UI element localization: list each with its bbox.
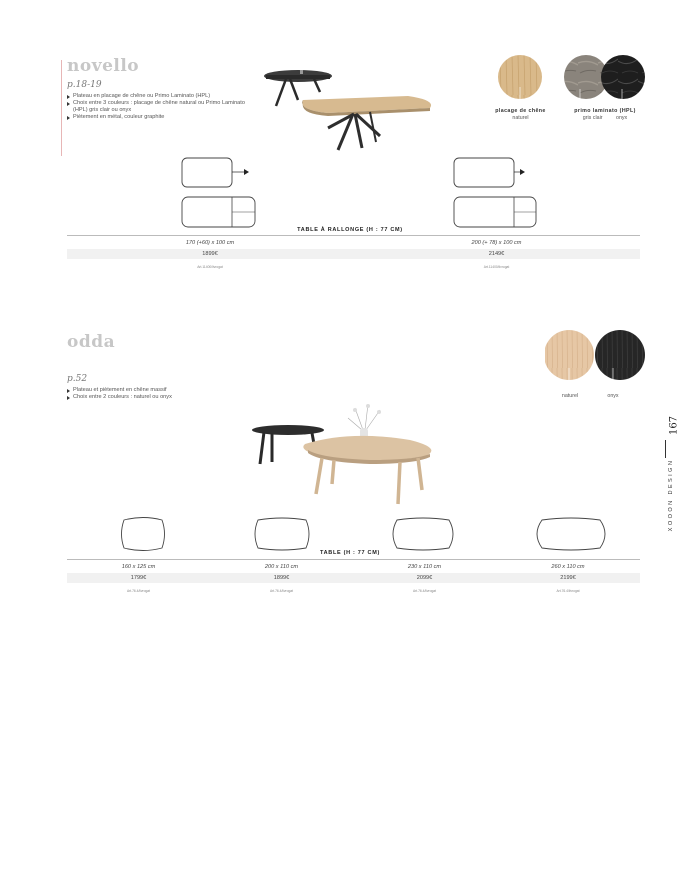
odda-title: odda — [67, 332, 116, 352]
odda-ref: Art.76.4/livrogat — [269, 589, 294, 593]
swatch-item-label: onyx — [616, 114, 628, 121]
novello-price: 1899€ — [202, 251, 218, 257]
novello-product-image — [258, 66, 438, 152]
swatch-group-title: placage de chêne — [495, 108, 546, 114]
novello-shape-diagram-2 — [450, 155, 540, 235]
novello-dimension: 200 (+ 78) x 100 cm — [471, 240, 522, 246]
novello-feature: Plateau en placage de chêne ou Primo Laminato (HPL) — [67, 93, 247, 100]
sidebar-rule — [665, 440, 666, 458]
page-number-wrap — [654, 415, 694, 440]
novello-price: 2149€ — [488, 251, 505, 257]
odda-dimension: 200 x 110 cm — [264, 564, 299, 570]
table-divider — [67, 235, 640, 236]
accent-line — [61, 60, 62, 156]
odda-price: 1899€ — [273, 575, 290, 581]
novello-dimension: 170 (+60) x 100 cm — [185, 240, 235, 246]
odda-swatch-label: naturel — [561, 393, 579, 399]
novello-shape-diagram-1 — [178, 155, 258, 235]
odda-price: 2099€ — [416, 575, 433, 581]
odda-dimension: 160 x 125 cm — [121, 564, 156, 570]
swatch-onyx — [601, 55, 645, 99]
odda-product-image — [250, 400, 440, 510]
odda-ref: Art.76.4/livrogat — [556, 589, 580, 593]
odda-shape-200 — [250, 516, 314, 554]
odda-swatches — [545, 328, 645, 388]
novello-swatches — [498, 55, 648, 103]
odda-feature: Plateau et piètement en chêne massif — [67, 387, 247, 394]
odda-ref: Art.76.4/livrogat — [126, 589, 151, 593]
swatch-group-title: primo laminato (HPL) — [574, 108, 636, 114]
swatch-naturel — [545, 330, 594, 380]
odda-ref: Art.76.4/livrogat — [412, 589, 437, 593]
novello-feature: Choix entre 3 couleurs : placage de chêne natural ou Primo Laminato (HPL) gris clair ou onyx — [67, 100, 247, 114]
odda-feature: Choix entre 2 couleurs : naturel ou onyx — [67, 394, 247, 401]
novello-title: novello — [67, 56, 140, 76]
novello-swatch-label-1 — [488, 108, 553, 121]
odda-price: 2199€ — [560, 575, 576, 581]
novello-ref: Art.11400/livrogat — [197, 265, 223, 269]
odda-feature-list — [67, 387, 247, 401]
novello-page-ref: p.18-19 — [67, 80, 102, 90]
odda-shape-260 — [530, 516, 612, 554]
odda-dimension: 230 x 110 cm — [407, 564, 442, 570]
swatch-onyx — [595, 330, 645, 380]
swatch-item-label: gris clair — [582, 114, 603, 121]
table-divider — [67, 559, 640, 560]
novello-swatch-label-2 — [565, 108, 645, 121]
odda-page-ref: p.52 — [67, 374, 88, 384]
odda-swatch-label: onyx — [607, 393, 619, 399]
sidebar-brand: XOOON DESIGN — [668, 458, 674, 532]
novello-ref: Art.11400/livrogat — [483, 265, 510, 269]
odda-dimension: 260 x 110 cm — [551, 564, 585, 570]
novello-feature: Piètement en métal, couleur graphite — [67, 114, 247, 121]
novello-table-heading: TABLE À RALLONGE (H : 77 CM) — [297, 227, 403, 233]
odda-shape-230 — [387, 516, 459, 554]
swatch-item-label: naturel — [512, 114, 529, 121]
odda-shape-160 — [118, 516, 168, 554]
sidebar-brand-wrap — [626, 458, 700, 532]
odda-price: 1799€ — [130, 575, 147, 581]
odda-table-heading: TABLE (H : 77 CM) — [319, 550, 381, 556]
page-number: 167 — [668, 415, 680, 436]
novello-feature-list — [67, 93, 247, 121]
